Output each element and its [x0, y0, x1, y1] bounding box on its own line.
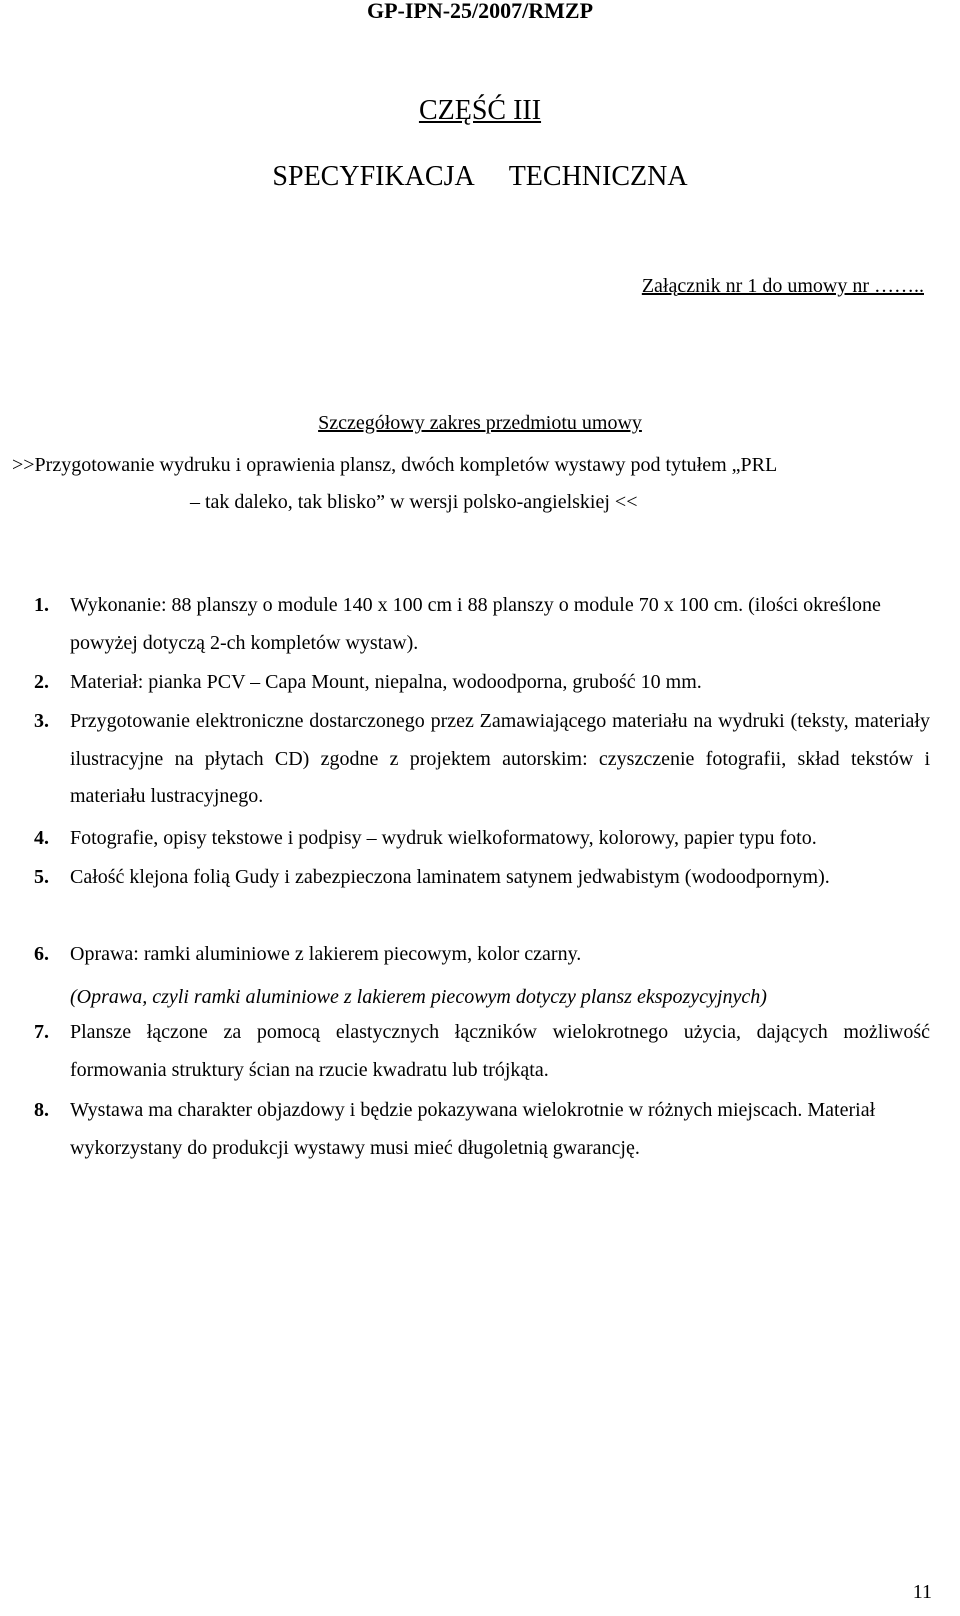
spec-item-8 — [34, 1092, 930, 1167]
scope-subtitle-line-1: >>Przygotowanie wydruku i oprawienia plansz, dwóch kompletów wystawy pod tytułem „PRL — [12, 454, 778, 476]
item-number: 4. — [34, 827, 49, 849]
item-text: Wykonanie: 88 planszy o module 140 x 100 cm i 88 planszy o module 70 x 100 cm. (ilości określone powyżej dotyczą 2-ch kompletów wystaw). — [70, 594, 881, 654]
spec-item-2 — [34, 664, 930, 702]
item-number: 1. — [34, 594, 49, 616]
spec-item-1 — [34, 587, 930, 662]
document-code: GP-IPN-25/2007/RMZP — [366, 0, 594, 23]
scope-heading: Szczegółowy zakres przedmiotu umowy — [318, 412, 642, 434]
spec-item-6 — [34, 936, 930, 974]
spec-item-5 — [34, 859, 930, 897]
item-text: Przygotowanie elektroniczne dostarczonego przez Zamawiającego materiału na wydruki (teksty, materiały ilustracyjne na płytach CD) zgodne z projektem autorskim: czyszczenie fotografii, skład tekstów i materiału lustracyjnego. — [70, 710, 930, 807]
item-text: Całość klejona folią Gudy i zabezpieczona laminatem satynem jedwabistym (wodoodpornym). — [70, 866, 830, 888]
title-left: SPECYFIKACJA — [272, 161, 475, 192]
title-right: TECHNICZNA — [508, 161, 688, 192]
item-text: Plansze łączone za pomocą elastycznych łączników wielokrotnego użycia, dających możliwość formowania struktury ścian na rzucie kwadratu lub trójkąta. — [70, 1021, 930, 1081]
item-text: Materiał: pianka PCV – Capa Mount, niepalna, wodoodporna, grubość 10 mm. — [70, 671, 702, 693]
part-heading: CZĘŚĆ III — [418, 95, 542, 126]
item-text: Wystawa ma charakter objazdowy i będzie pokazywana wielokrotnie w różnych miejscach. Materiał wykorzystany do produkcji wystawy musi mieć długoletnią gwarancję. — [70, 1099, 876, 1159]
item-number: 6. — [34, 943, 49, 965]
annex-reference: Załącznik nr 1 do umowy nr …….. — [641, 275, 924, 297]
page-number: 11 — [912, 1581, 932, 1603]
spec-item-3 — [34, 703, 930, 816]
item-number: 2. — [34, 671, 49, 693]
scope-subtitle-line-2: – tak daleko, tak blisko” w wersji polsko-angielskiej << — [190, 491, 638, 513]
document-title — [0, 160, 960, 194]
item-number: 7. — [34, 1021, 49, 1043]
item-number: 5. — [34, 866, 49, 888]
spec-item-7 — [34, 1014, 930, 1089]
item-number: 3. — [34, 710, 49, 732]
item-text: Fotografie, opisy tekstowe i podpisy – wydruk wielkoformatowy, kolorowy, papier typu foto. — [70, 827, 817, 849]
item-number: 8. — [34, 1099, 49, 1121]
spec-item-4 — [34, 820, 930, 858]
item-6-note: (Oprawa, czyli ramki aluminiowe z lakierem piecowym dotyczy plansz ekspozycyjnych) — [70, 986, 767, 1008]
item-text: Oprawa: ramki aluminiowe z lakierem piecowym, kolor czarny. — [70, 943, 582, 965]
